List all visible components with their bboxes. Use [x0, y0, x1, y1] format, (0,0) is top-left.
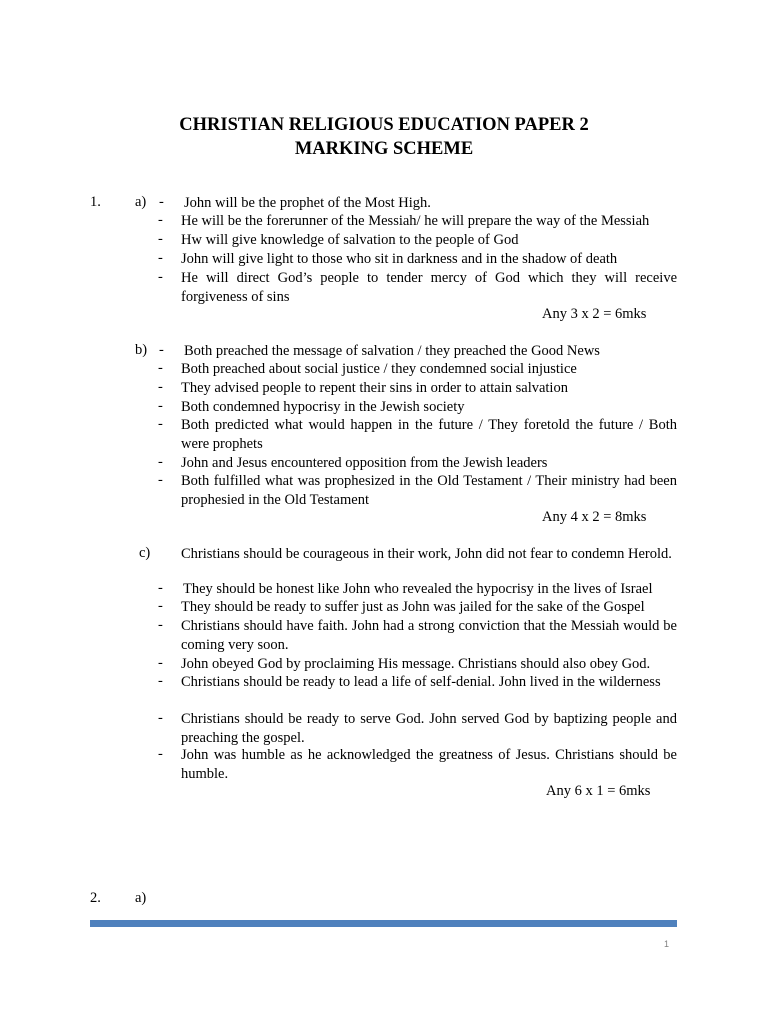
list-bullet-dash: -	[159, 194, 164, 210]
question-2a-label: a)	[135, 890, 147, 906]
list-bullet-dash: -	[159, 342, 164, 358]
q1c-item-8: John was humble as he acknowledged the greatness of Jesus. Christians should be humble.	[181, 747, 677, 782]
footer-rule	[90, 920, 677, 927]
q1c-item-2: They should be honest like John who revealed the hypocrisy in the lives of Israel	[183, 581, 653, 597]
question-1-number: 1.	[90, 194, 101, 210]
list-bullet-dash: -	[158, 212, 163, 228]
q1b-item-1: Both preached the message of salvation / they preached the Good News	[184, 343, 600, 359]
list-bullet-dash: -	[158, 598, 163, 614]
q1c-marks-total: Any 6 x 1 = 6mks	[546, 783, 651, 799]
q1a-item-3: Hw will give knowledge of salvation to the people of God	[181, 232, 519, 248]
q1a-item-1: John will be the prophet of the Most High.	[184, 195, 431, 211]
q1c-item-3: They should be ready to suffer just as John was jailed for the sake of the Gospel	[181, 599, 645, 615]
question-1b-label: b)	[135, 342, 148, 358]
q1b-item-6: John and Jesus encountered opposition from the Jewish leaders	[181, 455, 548, 471]
q1b-item-4: Both condemned hypocrisy in the Jewish society	[181, 399, 465, 415]
list-bullet-dash: -	[158, 379, 163, 395]
question-2-number: 2.	[90, 890, 101, 906]
q1b-item-3: They advised people to repent their sins in order to attain salvation	[181, 380, 568, 396]
document-title-line1: CHRISTIAN RELIGIOUS EDUCATION PAPER 2	[179, 115, 589, 135]
q1c-item-6: Christians should be ready to lead a life of self-denial. John lived in the wilderness	[181, 674, 661, 690]
q1a-item-2: He will be the forerunner of the Messiah/ he will prepare the way of the Messiah	[181, 213, 650, 229]
page-number: 1	[664, 939, 670, 949]
document-title-line2: MARKING SCHEME	[294, 139, 474, 159]
q1b-item-5: Both predicted what would happen in the future / They foretold the future / Both were prophets	[181, 417, 677, 452]
q1a-marks-total: Any 3 x 2 = 6mks	[542, 306, 647, 322]
list-bullet-dash: -	[158, 710, 163, 726]
q1c-item-7: Christians should be ready to serve God. John served God by baptizing people and preaching the gospel.	[181, 711, 677, 746]
list-bullet-dash: -	[158, 360, 163, 376]
list-bullet-dash: -	[158, 580, 163, 596]
q1a-item-5: He will direct God’s people to tender mercy of God which they will receive forgiveness of sins	[181, 270, 677, 305]
q1b-item-7: Both fulfilled what was prophesized in the Old Testament / Their ministry had been prophesied in the Old Testament	[181, 473, 677, 508]
list-bullet-dash: -	[158, 673, 163, 689]
q1c-item-1: Christians should be courageous in their work, John did not fear to condemn Herold.	[181, 546, 672, 562]
list-bullet-dash: -	[158, 269, 163, 285]
q1c-item-4: Christians should have faith. John had a strong conviction that the Messiah would be coming very soon.	[181, 618, 677, 653]
list-bullet-dash: -	[158, 250, 163, 266]
question-1c-label: c)	[139, 545, 151, 561]
list-bullet-dash: -	[158, 472, 163, 488]
q1a-item-4: John will give light to those who sit in darkness and in the shadow of death	[181, 251, 618, 267]
list-bullet-dash: -	[158, 746, 163, 762]
question-1a-label: a)	[135, 194, 147, 210]
list-bullet-dash: -	[158, 398, 163, 414]
q1b-item-2: Both preached about social justice / they condemned social injustice	[181, 361, 577, 377]
list-bullet-dash: -	[158, 231, 163, 247]
q1b-marks-total: Any 4 x 2 = 8mks	[542, 509, 647, 525]
q1c-item-5: John obeyed God by proclaiming His message. Christians should also obey God.	[181, 656, 651, 672]
list-bullet-dash: -	[158, 655, 163, 671]
list-bullet-dash: -	[158, 454, 163, 470]
list-bullet-dash: -	[158, 416, 163, 432]
list-bullet-dash: -	[158, 617, 163, 633]
